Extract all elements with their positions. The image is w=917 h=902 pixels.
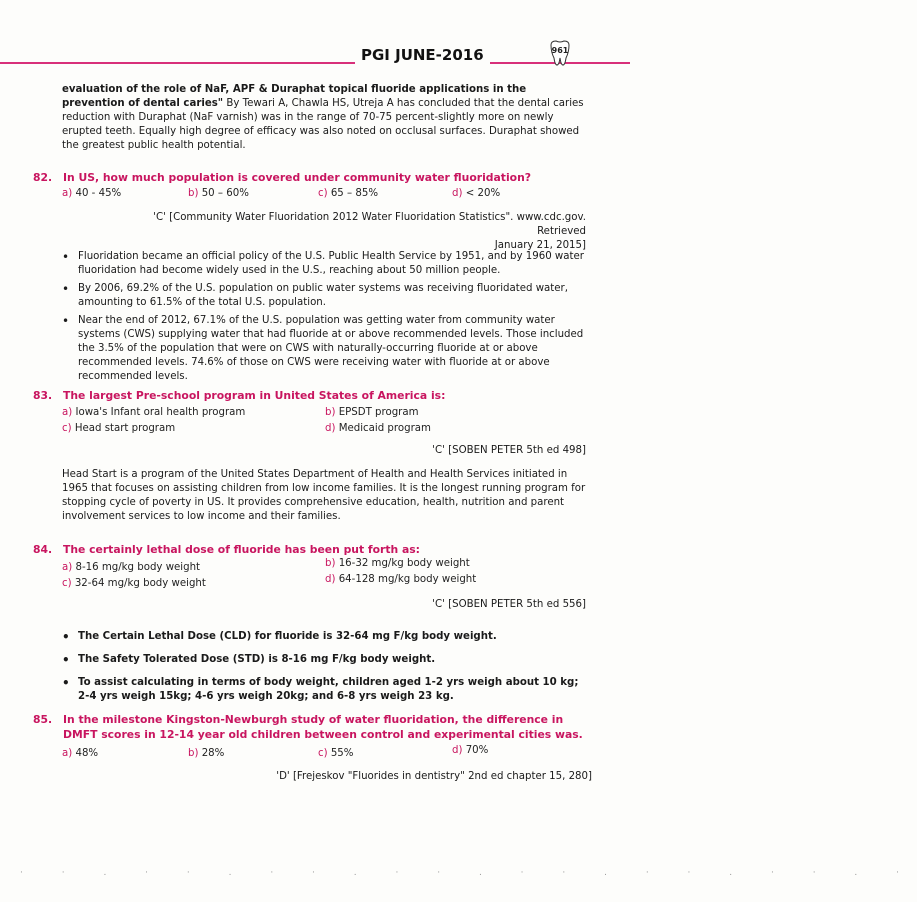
question-text: In US, how much population is covered under community water fluoridation? — [63, 171, 532, 184]
q85-option-d: d) 70% — [452, 745, 489, 756]
q82-option-b: b) 50 – 60% — [188, 188, 249, 199]
scan-speckle-decoration: · · . · · . · · . · · . · · . · · . · · . · — [20, 868, 917, 878]
q84-explanation-list — [60, 630, 590, 708]
question-number: 84. — [33, 543, 53, 556]
q83-answer: 'C' [SOBEN PETER 5th ed 498] — [432, 445, 586, 456]
question-number: 83. — [33, 389, 53, 402]
question-number: 82. — [33, 171, 53, 184]
intro-paragraph — [62, 83, 587, 153]
q83-option-d: d) Medicaid program — [325, 423, 431, 434]
q84-answer: 'C' [SOBEN PETER 5th ed 556] — [432, 599, 586, 610]
question-text: In the milestone Kingston-Newburgh study of water fluoridation, the difference in DMFT scores in 12-14 year old children between control and experimental cities was. — [63, 713, 583, 741]
q83-option-c: c) Head start program — [62, 423, 176, 434]
q84-option-b: b) 16-32 mg/kg body weight — [325, 558, 470, 569]
question-number: 85. — [33, 713, 53, 726]
list-item: • To assist calculating in terms of body weight, children aged 1-2 yrs weigh about 10 kg; 2-4 yrs weigh 15kg; 4-6 yrs weigh 20kg; and 6-8 yrs weigh 23 kg. — [60, 676, 590, 704]
list-item: • Fluoridation became an official policy of the U.S. Public Health Service by 1951, and by 1960 water fluoridation had become widely used in the U.S., reaching about 50 million people. — [60, 250, 590, 278]
q84-option-d: d) 64-128 mg/kg body weight — [325, 574, 477, 585]
header-rule — [0, 62, 630, 64]
q84-option-a: a) 8-16 mg/kg body weight — [62, 562, 201, 573]
q85-option-c: c) 55% — [318, 748, 354, 759]
q83-option-a: a) Iowa's Infant oral health program — [62, 407, 246, 418]
q83-explanation: Head Start is a program of the United States Department of Health and Health Services initiated in 1965 that focuses on assisting children from low income families. It is the longest running program for stopping cycle of poverty in US. It provides comprehensive education, health, nutrition and parent involvement services to low income and their families. — [62, 469, 586, 522]
intro-bold: evaluation of the role of NaF, APF & Duraphat topical fluoride applications in the prevention of dental caries" — [62, 84, 527, 109]
intro-text: By Tewari A, Chawla HS, Utreja A has concluded that the dental caries reduction with Duraphat (NaF varnish) was in the range of 70-75 percent-slightly more on newly erupted teeth. Equally high degree of efficacy was also noted on occlusal surfaces. Duraphat showed the greatest public health potential. — [62, 98, 584, 151]
list-item: • The Safety Tolerated Dose (STD) is 8-16 mg F/kg body weight. — [60, 653, 590, 667]
list-item: • Near the end of 2012, 67.1% of the U.S. population was getting water from community water systems (CWS) supplying water that had fluoride at or above recommended levels. Those included the 3.5% of the population that were on CWS with naturally-occurring fluoride at or above recommended levels. 74.6% of those on CWS were receiving water with fluoride at or above recommended levels. — [60, 314, 590, 384]
q85-option-b: b) 28% — [188, 748, 225, 759]
q82-option-a: a) 40 - 45% — [62, 188, 122, 199]
q84-option-c: c) 32-64 mg/kg body weight — [62, 578, 206, 589]
tooth-page-badge — [548, 40, 572, 66]
question-text: The largest Pre-school program in United States of America is: — [63, 389, 446, 402]
q83-option-b: b) EPSDT program — [325, 407, 419, 418]
question-text: The certainly lethal dose of fluoride has been put forth as: — [63, 543, 420, 556]
list-item: • By 2006, 69.2% of the U.S. population on public water systems was receiving fluoridated water, amounting to 61.5% of the total U.S. population. — [60, 282, 590, 310]
q82-option-d: d) < 20% — [452, 188, 501, 199]
page-header-title: PGI JUNE-2016 — [355, 46, 490, 64]
list-item: • The Certain Lethal Dose (CLD) for fluoride is 32-64 mg F/kg body weight. — [60, 630, 590, 644]
q82-answer: 'C' [Community Water Fluoridation 2012 Water Fluoridation Statistics". www.cdc.gov. Retrieved January 21, 2015] — [153, 212, 586, 251]
q85-option-a: a) 48% — [62, 748, 99, 759]
q82-explanation-list — [60, 250, 590, 388]
q82-option-c: c) 65 – 85% — [318, 188, 379, 199]
page-number: 961 — [551, 46, 569, 55]
q85-answer: 'D' [Frejeskov "Fluorides in dentistry" 2nd ed chapter 15, 280] — [276, 771, 592, 782]
